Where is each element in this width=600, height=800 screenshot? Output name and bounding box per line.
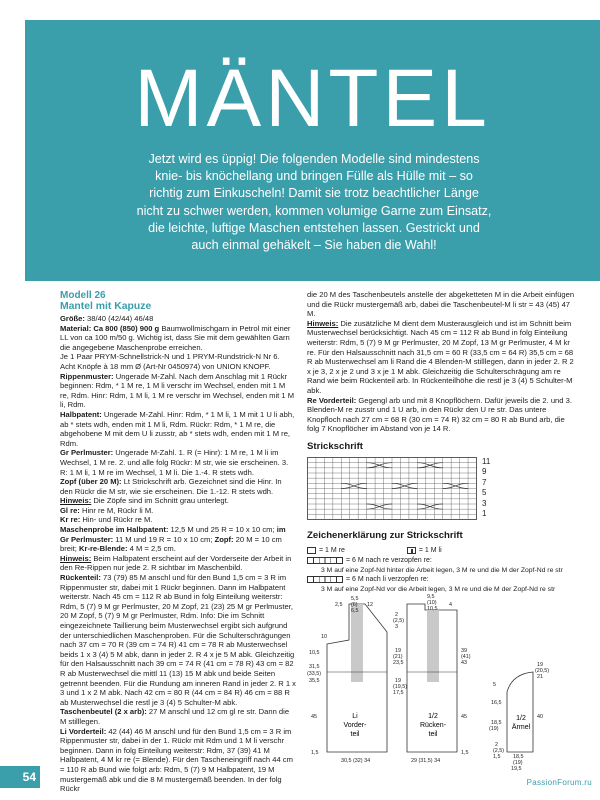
gauge-seed-text: 11 M und 19 R = 10 x 10 cm; (113, 534, 213, 544)
right-front-label: Re Vorderteil: (307, 395, 357, 405)
chart-row-numbers (482, 457, 490, 519)
dim-label: 19 (395, 678, 401, 684)
cable-right-symbol-icon (307, 557, 343, 564)
knit-symbol-icon (307, 547, 316, 554)
back-piece-label: Rückenteil: (60, 573, 101, 583)
half-fisherman-text: Ungerade M-Zahl. Hinr: Rdm, * 1 M li, 1 M mit 1 U li abh, ab * stets wdh, enden mit 1 M li, Rdm. Rückr: Rdm, * 1 M re, die abgehobene M mit dem U li zusstr, ab * stets wdh, enden mit 1 M re, Rdm. (60, 409, 295, 448)
stockinette-text: Hinr re M, Rückr li M. (79, 505, 154, 515)
sleeve-label-b: Ärmel (511, 724, 531, 731)
dim-label: (19) (513, 760, 523, 766)
legend-cable-right-desc: 3 M auf eine Zopf-Nd hinter die Arbeit legen, 3 M re und die M der Zopf-Nd re str (321, 566, 563, 574)
right-note-text: Die zusätzliche M dient dem Musterausgleich und ist im Schnitt beim Musterwechsel berücksichtigt. Nach 45 cm = 112 R ab Bund in folg Einteilung weiterstr: Rdm, 5 (7) 9 M gr Perlmuster, 20 M Zopf, 13 M gr Perlmuster, 4 M kr re. Für den Halsausschnitt nach 31,5 cm = 60 R (33,5 cm = 64 R) 35,5 cm = 68 R ab Musterwechsel am li Rand die 4 Blenden-M stilllegen, dann in jeder 2. R 2 x je 3, 2 x je 2 und 3 x je 1 M abk. Gleichzeitig die Schulterschrägung am re Rand wie beim Rückenteil arb. In Rückenteilhöhe die restl je 3 (4) 5 Schulter-M abk. (307, 318, 574, 395)
note2-paragraph (60, 554, 296, 573)
cable-paragraph (60, 477, 296, 496)
purl-symbol-icon (407, 547, 416, 554)
material-label: Material: (60, 323, 92, 333)
stockinette-paragraph (60, 506, 296, 516)
back-half-piece (407, 604, 457, 752)
left-front-label-a: Li (352, 713, 358, 720)
needles-paragraph: Je 1 Paar PRYM-Schnellstrick-N und 1 PRYM-Rundstrick-N Nr 6. Acht Knöpfe à 18 mm Ø (Art-Nr 0450974) von UNION KNOPF. (60, 352, 280, 371)
gauge-paragraph (60, 525, 296, 554)
gauge-text: 12,5 M und 25 R = 10 x 10 cm; (168, 525, 275, 535)
rib-pattern-paragraph (60, 372, 296, 410)
pocket-paragraph (60, 707, 296, 726)
intro-line: auch einmal gehäkelt – Sie haben die Wahl! (191, 238, 437, 253)
knitting-chart (307, 457, 577, 523)
legend-knit-purl (307, 546, 577, 555)
half-fisherman-label: Halbpatent: (60, 409, 102, 419)
dim-label: (19,5) (393, 684, 408, 690)
back-piece-paragraph (60, 573, 296, 707)
material-text: Baumwollmischgarn in Petrol mit einer LL von ca 100 m/50 g. Wichtig ist, dass Sie mit dem gewählten Garn die angegebene Maschenprobe erreichen. (60, 323, 291, 352)
dim-label: 1,5 (461, 750, 469, 756)
back-label-b: Rücken- (419, 722, 447, 729)
seed-pattern-paragraph (60, 448, 296, 477)
cable-label: Zopf (über 20 M): (60, 477, 122, 487)
seed-pattern-text: Ungerade M-Zahl. 1. R (= Hinr): 1 M re, 1 M li im Wechsel, 1 M re. 2. und alle folg Rückr: M str, wie sie erscheinen. 3. R: 1 M li, 1 M re im Wechsel, 1 M li. Die 1.-4. R stets wdh. (60, 448, 289, 477)
dim-label: 1,5 (493, 754, 501, 760)
dim-label: (2,5) (493, 748, 505, 754)
chart-row-number: 1 (482, 508, 487, 518)
dim-label: 19 (537, 662, 543, 668)
dim-label: 9,5 (427, 594, 435, 600)
dim-label: (19) (489, 726, 499, 732)
dim-label: 39 (461, 648, 467, 654)
legend-knit-text: = 1 M re (319, 546, 345, 554)
gauge-label: Maschenprobe im Halbpatent: (60, 525, 169, 535)
dim-label: 18,5 (513, 754, 524, 760)
note-text: Die Zöpfe sind im Schnitt grau unterlegt. (91, 496, 229, 506)
instructions-left-column (60, 290, 296, 794)
left-front-label: Li Vorderteil: (60, 726, 107, 736)
dim-label: 2 (395, 612, 398, 618)
dim-label: 16,5 (491, 700, 502, 706)
dim-label: 18,5 (491, 720, 502, 726)
dim-label: 40 (537, 714, 543, 720)
chart-row-number: 5 (482, 488, 487, 498)
right-note-label: Hinweis: (307, 318, 339, 328)
intro-text (80, 151, 548, 254)
gauge-cable-text: 20 M = 10 cm breit; (60, 534, 282, 554)
size-value: 38/40 (42/44) 46/48 (84, 314, 154, 323)
watermark: PassionForum.ru (526, 778, 592, 787)
left-front-paragraph (60, 727, 296, 794)
legend-cable-left-text: = 6 M nach li verzopfen re: (346, 575, 429, 583)
garter-text: Hin- und Rückr re M. (80, 515, 153, 525)
dim-label: 2 (495, 742, 498, 748)
chart-grid (307, 457, 477, 521)
left-front-piece (327, 604, 387, 752)
dim-label: 5,5 (351, 596, 359, 602)
chart-row-number: 3 (482, 498, 487, 508)
dim-label: 1,5 (311, 750, 319, 756)
size-paragraph (60, 314, 296, 324)
sleeve-half-piece (507, 672, 533, 752)
chart-row-number: 9 (482, 467, 487, 477)
gauge-band-label: Kr-re-Blende: (76, 544, 128, 554)
stockinette-label: Gl re: (60, 505, 80, 515)
dim-label: 23,5 (393, 660, 404, 666)
right-note-paragraph (307, 319, 577, 396)
back-label-a: 1/2 (428, 713, 438, 720)
legend-cable-left-desc: 3 M auf eine Zopf-Nd vor die Arbeit legen, 3 M re und die M der Zopf-Nd re str (321, 585, 556, 593)
page-number: 54 (0, 766, 40, 788)
intro-line: richtig zum Einkuscheln! Damit sie trotz beachtlicher Länge (149, 186, 479, 201)
legend-purl-text: = 1 M li (418, 546, 442, 554)
instructions-right-column (307, 290, 577, 594)
dim-label: 19,5 (511, 766, 522, 772)
note2-text: Beim Halbpatent erscheint auf der Vorderseite der Arbeit in den Re-Rippen nur jede 2. R sichtbar im Maschenbild. (60, 553, 292, 573)
dim-label: 17,5 (393, 690, 404, 696)
cable-left-symbol-icon (307, 576, 343, 583)
hero-banner (25, 20, 600, 281)
dim-label: (41) (461, 654, 471, 660)
note-paragraph (60, 496, 296, 506)
material-paragraph (60, 324, 296, 353)
size-label: Größe: (60, 314, 85, 323)
chart-row-number: 11 (482, 456, 491, 466)
dim-label: (33,5) (307, 671, 322, 677)
garter-label: Kr re: (60, 515, 81, 525)
chart-title: Strickschrift (307, 440, 363, 452)
dim-label: 12 (367, 602, 373, 608)
note-label: Hinweis: (60, 496, 92, 506)
gauge-seed-label: im Gr Perlmuster: (60, 525, 286, 544)
rib-pattern-text: Ungerade M-Zahl. Nach dem Anschlag mit 1 Rückr beginnen: Rdm, * 1 M re, 1 M li verschr im Wechsel, enden mit 1 M re, Rdm. Hinr: Rdm, 1 M li, 1 M re verschr im Wechsel, enden mit 1 M li, Rdm. (60, 371, 295, 410)
legend-cable-right (307, 556, 577, 565)
dim-label: 45 (311, 714, 317, 720)
dim-label: 43 (461, 660, 467, 666)
cable-text: Lt Strickschrift arb. Gezeichnet sind die Hinr. In den Rückr die M str, wie sie erscheinen. Die 1.-12. R stets wdh. (60, 477, 282, 496)
dim-label: (21) (393, 654, 403, 660)
back-label-c: teil (428, 731, 438, 738)
dim-label: 29 (31,5) 34 (411, 758, 441, 764)
note2-label: Hinweis: (60, 553, 92, 563)
page-title: MÄNTEL (134, 53, 491, 144)
intro-line: nicht zu schwer werden, kommen volumige Garne zum Einsatz, (136, 203, 492, 218)
left-front-label-c: teil (350, 731, 360, 738)
pocket-label: Taschenbeutel (2 x arb): (60, 707, 147, 717)
right-front-paragraph (307, 396, 577, 434)
seed-pattern-label: Gr Perlmuster: (60, 448, 114, 458)
left-front-text: 42 (44) 46 M anschl und für den Bund 1,5 cm = 3 R im Rippenmuster str, dabei in der 1. Rückr mit Rdm und 1 M li verschr beginnen. Dann in folg Einteilung weiterstr: Rdm, 37 (39) 41 M Halbpatent, 4 M kr re (= Blende). Für den Tascheneingriff nach 44 cm = 110 R ab Bund wie folgt arb: Rdm, 5 (7) 9 M Halbpatent, 19 M mustergemäß abk und die 8 M mustergemäß beenden. In der folg Rückr (60, 726, 293, 794)
garter-paragraph (60, 515, 296, 525)
dim-label: 35,5 (309, 678, 320, 684)
intro-line: knie- bis knöchellang und bringen Fülle als Hülle mit – so (155, 169, 473, 184)
dim-label: (6) (351, 602, 358, 608)
legend-cable-left (307, 575, 577, 584)
dim-label: 45 (461, 714, 467, 720)
dim-label: 4 (449, 602, 452, 608)
dim-label: 21 (537, 674, 543, 680)
legend-cable-right-text: = 6 M nach re verzopfen re: (346, 556, 432, 564)
intro-line: die leichte, luftige Maschen entstehen lassen. Gestrickt und (148, 220, 480, 235)
dim-label: 10,5 (309, 650, 320, 656)
dim-label: 5 (493, 682, 496, 688)
right-front-text: Gegengl arb und mit 8 Knopflöchern. Dafür jeweils die 2. und 3. Blenden-M re zusstr und 1 U arb, in den Rückr den U re str. Das untere Knopfloch nach 27 cm = 68 R (30 cm = 74 R) 32 cm = 80 R ab Bund arb, die folg 7 Knopflöcher im Abstand von je 14 R. (307, 395, 572, 434)
schematic-drawing (307, 592, 577, 772)
material-amount: Ca 800 (850) 900 g (91, 323, 160, 333)
model-number: Modell 26 (60, 290, 106, 301)
back-piece-text: 73 (79) 85 M anschl und für den Bund 1,5 cm = 3 R im Rippenmuster str, dabei mit 1 Rückr beginnen. Dann im Halbpatent weiterstr. Nach 45 cm = 112 R ab Bund in folg Einteilung weiterstr: Rdm, 5 (7) 9 M gr Perlmuster, 20 M Zopf, 21 (23) 25 M gr Perlmuster, 20 M Zopf, 5 (7) 9 M gr Perlmuster, Rdm. Info: Die im Schnitt eingezeichnete Taillierung beim Musterwechsel ergibt sich aufgrund der unterschiedlichen Maschenproben. Für die Schulterschrägungen nach 37 cm = 70 R (39 cm = 74 R) 41 cm = 78 R ab Musterwechsel beids 1 x 3 (4) 5 M abk, dann in jeder 2. R 4 x je 5 M abk. Gleichzeitig für den Halsausschnitt nach 39 cm = 74 R (41 cm = 78 R) 43 cm = 82 R ab Musterwechsel die mittl 11 (13) 15 M abk und beide Seiten getrennt beenden. Für die Rundung am inneren Rand in jeder 2. R 1 x 3 und 1 x 2 M abk. Nach 42 cm = 80 R (44 cm = 84 R) 46 cm = 88 R ab Musterwechsel die restl je 3 (4) 5 Schulter-M abk. (60, 573, 296, 707)
dim-label: 31,5 (309, 664, 320, 670)
pocket-continued-paragraph: die 20 M des Taschenbeutels anstelle der abgeketteten M in die Arbeit einfügen und die Rückr mustergemäß arb, dabei die Taschenbeutel-M li str = 43 (45) 47 M. (307, 290, 575, 319)
garment-schematic (307, 592, 577, 772)
left-front-label-b: Vorder- (343, 722, 367, 729)
dim-label: (10) (427, 600, 437, 606)
gauge-cable-label: Zopf: (212, 534, 234, 544)
dim-label: (2,5) (393, 618, 405, 624)
gauge-band-text: 4 M = 2,5 cm. (127, 544, 176, 554)
dim-label: 10,5 (427, 606, 438, 612)
dim-label: (20,5) (535, 668, 550, 674)
intro-line: Jetzt wird es üppig! Die folgenden Modelle sind mindestens (148, 152, 480, 166)
dim-label: 3 (395, 624, 398, 630)
model-title: Mantel mit Kapuze (60, 301, 152, 312)
dim-label: 19 (395, 648, 401, 654)
dim-label: 30,5 (32) 34 (341, 758, 371, 764)
chart-row-number: 7 (482, 477, 487, 487)
dim-label: 6,5 (351, 608, 359, 614)
pocket-text: 27 M anschl und 12 cm gl re str. Dann die M stilllegen. (60, 707, 290, 726)
legend-title: Zeichenerklärung zur Strickschrift (307, 529, 463, 541)
dim-label: 10 (321, 634, 327, 640)
sleeve-label-a: 1/2 (516, 715, 526, 722)
rib-pattern-label: Rippenmuster: (60, 371, 114, 381)
dim-label: 2,5 (335, 602, 343, 608)
half-fisherman-paragraph (60, 410, 296, 448)
